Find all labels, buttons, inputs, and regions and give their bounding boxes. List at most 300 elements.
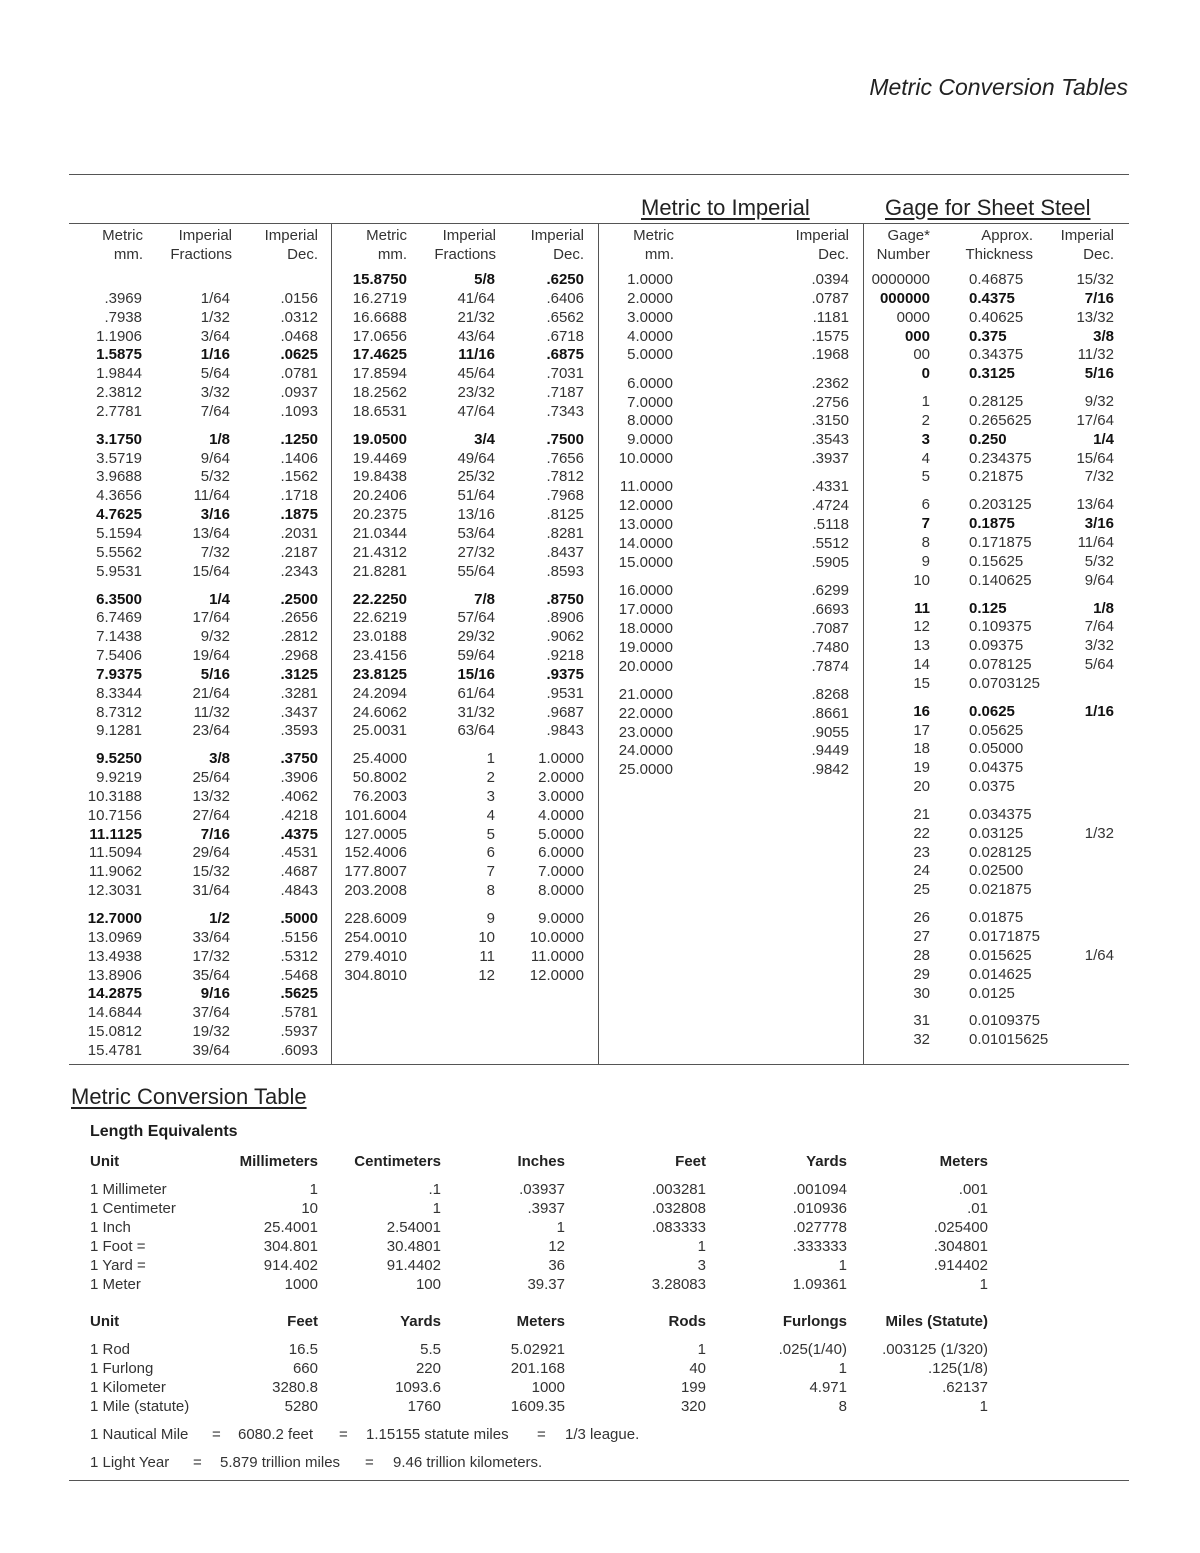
gage-thickness-cell: 0.3125 xyxy=(969,365,1015,383)
row-gap xyxy=(1054,900,1114,909)
gage-number-cell: 12 xyxy=(913,618,930,636)
gage-thickness-cell: 0.21875 xyxy=(969,468,1024,486)
gage-fraction-cell xyxy=(1054,1031,1114,1050)
metric-mm-cell: 2.0000 xyxy=(627,289,673,307)
row-gap xyxy=(1054,1003,1114,1012)
length-cell: .027778 xyxy=(792,1218,847,1236)
imperial-fraction-cell: 3/32 xyxy=(200,384,230,402)
row-gap xyxy=(505,741,584,750)
imperial-decimal-cell: .9843 xyxy=(546,722,584,740)
imperial-fraction-cell: 25/32 xyxy=(457,468,495,486)
metric-mm-cell: 14.0000 xyxy=(618,534,673,552)
row-gap xyxy=(330,741,407,750)
gage-number-cell: 24 xyxy=(913,862,930,880)
imperial-decimal-cell: .8661 xyxy=(811,704,849,722)
gage-fraction-cell xyxy=(1054,844,1114,863)
length-header-cell: Rods xyxy=(668,1313,706,1330)
metric-mm-cell: 17.4625 xyxy=(352,346,407,364)
imperial-fraction-cell: 49/64 xyxy=(457,449,495,467)
length-cell: 1 Kilometer xyxy=(90,1378,166,1396)
imperial-fraction-cell: 37/64 xyxy=(192,1004,230,1022)
row-gap xyxy=(250,422,318,431)
note-part: 6080.2 feet xyxy=(238,1426,314,1443)
metric-mm-cell: 25.4000 xyxy=(352,750,407,768)
length-cell: 1 Furlong xyxy=(90,1359,154,1377)
imperial-decimal-cell: .2756 xyxy=(811,393,849,411)
length-header-cell: Feet xyxy=(675,1153,706,1170)
divider-2 xyxy=(598,224,599,1064)
note-part: = xyxy=(365,1454,374,1471)
header-imperial-dec-2: Imperial Dec. xyxy=(530,227,584,263)
row-gap xyxy=(420,901,495,910)
imperial-fraction-cell: 10 xyxy=(478,928,495,946)
imperial-fraction-cell: 7 xyxy=(486,863,495,881)
imperial-decimal-cell: 3.0000 xyxy=(538,787,584,805)
imperial-fraction-cell: 11/64 xyxy=(193,487,230,505)
header-imperial-fractions-2: Imperial Fractions xyxy=(434,227,496,263)
note-part: = xyxy=(339,1426,348,1443)
imperial-decimal-cell: .9531 xyxy=(546,684,584,702)
gage-number-cell: 0 xyxy=(921,365,930,383)
gage-fraction-cell: 11/64 xyxy=(1077,533,1114,551)
imperial-decimal-cell: .6299 xyxy=(811,582,849,600)
imperial-decimal-cell: .0156 xyxy=(280,289,318,307)
gage-fraction-cell xyxy=(1054,1012,1114,1031)
length-cell: 1000 xyxy=(531,1378,565,1396)
tables-bottom-rule xyxy=(69,1064,1129,1065)
length-cell: 5.02921 xyxy=(510,1341,565,1358)
imperial-fraction-cell: 17/64 xyxy=(192,609,230,627)
imperial-decimal-cell: .8281 xyxy=(546,524,584,542)
length-cell: .304801 xyxy=(933,1237,988,1255)
m2i-decimal-column xyxy=(760,271,849,780)
t1-metric-column xyxy=(70,271,142,1061)
gage-number-cell: 15 xyxy=(913,674,930,692)
t2-fraction-column xyxy=(420,271,495,985)
imperial-decimal-cell: .4062 xyxy=(280,787,318,805)
imperial-decimal-cell: .4331 xyxy=(811,478,849,496)
imperial-fraction-cell: 11/16 xyxy=(458,346,495,364)
length-cell: 914.402 xyxy=(263,1256,318,1274)
length-cell: .3937 xyxy=(527,1199,565,1217)
row-gap xyxy=(150,582,230,591)
metric-mm-cell: 13.0000 xyxy=(618,516,673,534)
imperial-fraction-cell: 5/64 xyxy=(200,365,230,383)
header-metric-mm-2: Metric mm. xyxy=(366,227,407,263)
imperial-fraction-cell: 1 xyxy=(486,750,495,768)
imperial-fraction-cell: 45/64 xyxy=(457,365,495,383)
length-cell: 2.54001 xyxy=(386,1218,441,1236)
imperial-decimal-cell: .2343 xyxy=(280,562,318,580)
gage-fraction-cell: 1/8 xyxy=(1093,599,1114,617)
length-cell: .025(1/40) xyxy=(778,1341,847,1358)
metric-mm-cell: 15.0812 xyxy=(87,1023,142,1041)
imperial-decimal-cell: .3750 xyxy=(280,750,318,768)
length-cell: 3 xyxy=(697,1256,706,1274)
imperial-decimal-cell: .8125 xyxy=(546,506,584,524)
length-header-cell: Unit xyxy=(90,1313,120,1330)
imperial-fraction-cell: 6 xyxy=(486,844,495,862)
metric-mm-cell: 11.5094 xyxy=(88,844,142,862)
imperial-decimal-cell: .9375 xyxy=(546,665,584,683)
gage-thickness-cell: 0.1875 xyxy=(969,515,1015,533)
gage-thickness-cell: 0.15625 xyxy=(969,552,1024,570)
gage-fraction-cell xyxy=(1054,928,1114,947)
row-gap xyxy=(600,676,673,686)
row-gap xyxy=(862,1003,930,1012)
gage-thickness-cell: 0.0625 xyxy=(969,702,1015,720)
imperial-decimal-cell: .6718 xyxy=(546,327,584,345)
gage-fraction-cell xyxy=(1054,778,1114,797)
gage-thickness-cell: 0.078125 xyxy=(969,656,1032,674)
imperial-decimal-cell: .0312 xyxy=(280,308,318,326)
gage-fraction-cell: 15/64 xyxy=(1076,449,1114,467)
gage-thickness-cell: 0.28125 xyxy=(969,393,1024,411)
row-gap xyxy=(150,901,230,910)
row-gap xyxy=(330,901,407,910)
metric-mm-cell: 9.5250 xyxy=(96,750,142,768)
row-gap xyxy=(330,422,407,431)
length-cell: .003281 xyxy=(651,1181,706,1198)
gage-thickness-cell: 0.01015625 xyxy=(969,1031,1049,1049)
length-cell: 1 Meter xyxy=(90,1275,141,1293)
gage-fraction-cell: 17/64 xyxy=(1076,411,1114,429)
imperial-fraction-cell: 29/64 xyxy=(192,844,230,862)
gage-number-cell: 32 xyxy=(913,1031,930,1049)
length-cell: 1 Foot = xyxy=(90,1237,146,1255)
length-cell: 1 Millimeter xyxy=(90,1181,167,1198)
metric-mm-cell: 279.4010 xyxy=(344,947,407,965)
gage-thickness-cell: 0.01875 xyxy=(969,909,1024,927)
length-cell: 1 xyxy=(432,1199,441,1217)
gage-number-cell: 8 xyxy=(921,533,930,551)
imperial-fraction-cell: 1/64 xyxy=(200,289,230,307)
length-cell: 39.37 xyxy=(527,1275,565,1293)
gage-fraction-cell: 1/32 xyxy=(1084,824,1114,842)
gage-number-cell: 14 xyxy=(913,656,930,674)
imperial-fraction-cell: 57/64 xyxy=(457,609,495,627)
imperial-fraction-cell: 47/64 xyxy=(457,402,495,420)
gage-number-cell: 22 xyxy=(913,824,930,842)
gage-number-cell: 000 xyxy=(904,327,930,345)
metric-mm-cell: 5.1594 xyxy=(96,524,142,542)
gage-thickness-cell: 0.4375 xyxy=(969,289,1015,307)
metric-mm-cell: 21.4312 xyxy=(352,543,407,561)
metric-mm-cell: 16.0000 xyxy=(618,582,673,600)
gage-fraction-cell: 7/16 xyxy=(1084,289,1114,307)
header-imperial-fractions-1: Imperial Fractions xyxy=(170,227,232,263)
gage-fraction-cell xyxy=(1054,722,1114,741)
metric-mm-cell: 4.7625 xyxy=(96,506,142,524)
imperial-decimal-cell: .3150 xyxy=(811,412,849,430)
metric-mm-cell: 7.1438 xyxy=(96,628,142,646)
imperial-fraction-cell: 39/64 xyxy=(192,1041,230,1059)
imperial-fraction-cell: 13/64 xyxy=(192,524,230,542)
imperial-fraction-cell: 3/16 xyxy=(200,506,230,524)
metric-mm-cell: 25.0031 xyxy=(352,722,407,740)
imperial-fraction-cell: 55/64 xyxy=(457,562,495,580)
imperial-decimal-cell: .9062 xyxy=(546,628,584,646)
row-gap xyxy=(862,591,930,600)
gage-fraction-cell xyxy=(1054,759,1114,778)
gage-fraction-cell: 5/64 xyxy=(1084,656,1114,674)
imperial-fraction-cell: 1/16 xyxy=(200,346,230,364)
length-header-cell: Centimeters xyxy=(354,1153,441,1170)
gage-number-cell: 0000000 xyxy=(871,271,930,288)
gage-number-cell: 29 xyxy=(913,965,930,983)
metric-mm-cell: 1.5875 xyxy=(96,346,142,364)
gage-thickness-cell: 0.203125 xyxy=(969,496,1032,514)
t1-fraction-column xyxy=(150,271,230,1061)
metric-mm-cell: 18.0000 xyxy=(618,619,673,637)
gage-fraction-cell: 7/32 xyxy=(1084,468,1114,486)
imperial-fraction-cell: 43/64 xyxy=(457,327,495,345)
imperial-fraction-cell: 5 xyxy=(486,825,495,843)
gage-thickness-cell: 0.250 xyxy=(969,430,1007,448)
gage-thickness-cell: 0.109375 xyxy=(969,618,1032,636)
imperial-fraction-cell: 1/2 xyxy=(209,910,230,927)
row-gap xyxy=(760,469,849,479)
imperial-fraction-cell: 1/32 xyxy=(200,308,230,326)
metric-mm-cell: 1.9844 xyxy=(96,365,142,383)
length-header-cell: Millimeters xyxy=(239,1153,318,1170)
length-header-cell: Yards xyxy=(400,1313,441,1330)
imperial-decimal-cell: .3437 xyxy=(280,703,318,721)
imperial-decimal-cell: .1718 xyxy=(280,487,318,505)
gage-number-cell: 000000 xyxy=(879,289,930,307)
imperial-decimal-cell: .8268 xyxy=(811,685,849,703)
imperial-decimal-cell: .5937 xyxy=(280,1023,318,1041)
row-gap xyxy=(1054,797,1114,806)
light-year-note xyxy=(0,1454,1200,1474)
row-gap xyxy=(420,582,495,591)
length-cell: .333333 xyxy=(792,1237,847,1255)
length-cell: 1 Mile (statute) xyxy=(90,1397,190,1415)
gage-number-cell: 18 xyxy=(913,740,930,758)
metric-mm-cell: 228.6009 xyxy=(344,910,407,927)
imperial-decimal-cell: .0468 xyxy=(280,327,318,345)
row-gap xyxy=(505,422,584,431)
metric-mm-cell: 23.4156 xyxy=(352,647,407,665)
gage-number-cell: 26 xyxy=(913,909,930,927)
gage-number-cell: 9 xyxy=(921,552,930,570)
length-cell: 1.09361 xyxy=(792,1275,847,1293)
imperial-fraction-cell xyxy=(150,271,230,290)
length-cell: 3.28083 xyxy=(651,1275,706,1293)
metric-mm-cell: 8.0000 xyxy=(627,412,673,430)
row-gap xyxy=(760,676,849,686)
metric-mm-cell: 10.3188 xyxy=(87,787,142,805)
metric-mm-cell: 16.2719 xyxy=(352,289,407,307)
length-cell: 25.4001 xyxy=(263,1218,318,1236)
gage-thickness-cell: 0.0109375 xyxy=(969,1012,1040,1030)
length-cell: 40 xyxy=(689,1359,706,1377)
imperial-decimal-cell: .4218 xyxy=(280,806,318,824)
metric-mm-cell: 18.6531 xyxy=(352,402,407,420)
gage-fraction-cell xyxy=(1054,985,1114,1004)
imperial-decimal-cell: .1575 xyxy=(811,327,849,345)
imperial-fraction-cell: 23/64 xyxy=(192,722,230,740)
metric-mm-cell: 13.0969 xyxy=(87,928,142,946)
imperial-decimal-cell: .3593 xyxy=(280,722,318,740)
metric-mm-cell: 7.0000 xyxy=(627,393,673,411)
metric-mm-cell: 12.3031 xyxy=(87,882,142,900)
metric-mm-cell: 11.0000 xyxy=(619,478,673,496)
row-gap xyxy=(600,573,673,583)
imperial-fraction-cell: 17/32 xyxy=(192,947,230,965)
metric-mm-cell: 17.0656 xyxy=(352,327,407,345)
metric-mm-cell: 3.1750 xyxy=(96,430,142,448)
imperial-fraction-cell: 63/64 xyxy=(457,722,495,740)
metric-mm-cell: 177.8007 xyxy=(344,863,407,881)
gage-number-cell: 1 xyxy=(921,393,930,411)
length-cell: 3280.8 xyxy=(272,1378,318,1396)
imperial-decimal-cell: .2812 xyxy=(280,628,318,646)
imperial-decimal-cell: .5625 xyxy=(280,985,318,1003)
row-gap xyxy=(600,365,673,375)
imperial-decimal-cell: .0787 xyxy=(811,289,849,307)
imperial-decimal-cell: .3543 xyxy=(811,431,849,449)
gage-fraction-cell xyxy=(1054,740,1114,759)
length-cell: .083333 xyxy=(651,1218,706,1236)
imperial-decimal-cell: .5905 xyxy=(811,553,849,571)
metric-mm-cell: 21.0000 xyxy=(618,685,673,703)
imperial-decimal-cell: .6875 xyxy=(546,346,584,364)
gage-fraction-cell xyxy=(1054,909,1114,928)
imperial-decimal-cell: 9.0000 xyxy=(538,910,584,927)
metric-mm-cell: 23.8125 xyxy=(352,665,407,683)
gage-thickness-cell: 0.015625 xyxy=(969,946,1032,964)
row-gap xyxy=(1054,384,1114,393)
metric-mm-cell: 12.7000 xyxy=(87,910,142,927)
length-cell: 1 xyxy=(838,1256,847,1274)
gage-fraction-cell: 13/64 xyxy=(1076,496,1114,514)
imperial-decimal-cell: .9449 xyxy=(811,742,849,760)
metric-mm-cell: 9.0000 xyxy=(627,431,673,449)
length-cell: .01 xyxy=(967,1199,988,1217)
imperial-fraction-cell: 29/32 xyxy=(457,628,495,646)
imperial-decimal-cell: .2187 xyxy=(280,543,318,561)
metric-mm-cell: 50.8002 xyxy=(352,769,407,787)
length-cell: .62137 xyxy=(942,1378,988,1396)
length-cell: 201.168 xyxy=(510,1359,565,1377)
gage-fraction-cell: 9/64 xyxy=(1084,571,1114,589)
metric-mm-cell: 203.2008 xyxy=(344,882,407,900)
imperial-fraction-cell: 13/32 xyxy=(192,787,230,805)
length-cell: 36 xyxy=(548,1256,565,1274)
imperial-fraction-cell: 15/32 xyxy=(192,863,230,881)
imperial-fraction-cell: 3/8 xyxy=(209,750,230,768)
imperial-decimal-cell: .7187 xyxy=(546,384,584,402)
imperial-decimal-cell: .7656 xyxy=(546,449,584,467)
gage-fraction-cell xyxy=(1054,862,1114,881)
length-cell: 1 xyxy=(309,1181,318,1198)
imperial-decimal-cell: 1.0000 xyxy=(538,750,584,768)
imperial-decimal-cell: .6693 xyxy=(811,601,849,618)
gage-number-cell: 25 xyxy=(913,881,930,899)
length-cell: .03937 xyxy=(519,1181,565,1198)
gage-thickness-cell: 0.234375 xyxy=(969,449,1032,467)
gage-thickness-cell: 0.125 xyxy=(969,599,1007,617)
length-header-cell: Meters xyxy=(516,1313,565,1330)
length-cell: 10 xyxy=(301,1199,318,1217)
imperial-decimal-cell: .4843 xyxy=(280,882,318,900)
imperial-decimal-cell: .7031 xyxy=(546,365,584,383)
imperial-decimal-cell: .5312 xyxy=(280,947,318,965)
imperial-fraction-cell: 21/32 xyxy=(457,308,495,326)
imperial-fraction-cell: 7/16 xyxy=(200,825,230,843)
gage-fraction-cell: 3/8 xyxy=(1093,327,1114,345)
gage-thickness-cell: 0.02500 xyxy=(969,862,1024,880)
metric-mm-cell: 17.0000 xyxy=(618,601,673,618)
metric-mm-cell: 8.7312 xyxy=(96,703,142,721)
imperial-decimal-cell: .5000 xyxy=(280,910,318,927)
imperial-decimal-cell: .6093 xyxy=(280,1041,318,1059)
imperial-decimal-cell: .6406 xyxy=(546,289,584,307)
gage-fraction-cell: 15/32 xyxy=(1076,271,1114,288)
imperial-fraction-cell: 9/16 xyxy=(200,985,230,1003)
gage-number-column xyxy=(862,271,930,1050)
metric-mm-cell: 3.0000 xyxy=(627,308,673,326)
length-header-cell: Yards xyxy=(806,1153,847,1170)
imperial-fraction-cell: 33/64 xyxy=(192,928,230,946)
metric-mm-cell: 8.3344 xyxy=(96,684,142,702)
gage-thickness-cell: 0.46875 xyxy=(969,271,1024,288)
row-gap xyxy=(505,901,584,910)
note-part: 5.879 trillion miles xyxy=(220,1454,341,1471)
row-gap xyxy=(150,741,230,750)
length-cell: 1609.35 xyxy=(510,1397,565,1415)
metric-mm-cell: 23.0000 xyxy=(618,723,673,741)
metric-mm-cell: 15.4781 xyxy=(87,1041,142,1059)
length-cell: 5280 xyxy=(284,1397,318,1415)
imperial-fraction-cell: 35/64 xyxy=(192,966,230,984)
imperial-fraction-cell: 51/64 xyxy=(457,487,495,505)
imperial-decimal-cell: .1968 xyxy=(811,346,849,364)
imperial-fraction-cell: 1/4 xyxy=(209,590,230,608)
gage-thickness-cell: 0.09375 xyxy=(969,637,1024,655)
metric-mm-cell: 14.6844 xyxy=(87,1004,142,1022)
imperial-fraction-cell: 5/8 xyxy=(474,271,495,288)
gage-fraction-cell: 7/64 xyxy=(1084,618,1114,636)
nautical-mile-note xyxy=(0,1426,1200,1446)
header-imperial-dec-4: Imperial Dec. xyxy=(1060,227,1114,263)
row-gap xyxy=(330,582,407,591)
metric-mm-cell: 5.5562 xyxy=(96,543,142,561)
row-gap xyxy=(862,694,930,703)
imperial-decimal-cell: .3125 xyxy=(280,665,318,683)
imperial-fraction-cell: 27/32 xyxy=(457,543,495,561)
imperial-fraction-cell: 27/64 xyxy=(192,806,230,824)
gage-number-cell: 4 xyxy=(921,449,930,467)
gage-number-cell: 5 xyxy=(921,468,930,486)
imperial-decimal-cell: .2500 xyxy=(280,590,318,608)
imperial-decimal-cell: .7500 xyxy=(546,430,584,448)
metric-mm-cell: 9.9219 xyxy=(96,769,142,787)
metric-mm-cell: 9.1281 xyxy=(96,722,142,740)
metric-mm-cell: 4.3656 xyxy=(96,487,142,505)
gage-fraction-cell: 11/32 xyxy=(1077,346,1114,364)
metric-mm-cell: 19.0500 xyxy=(352,430,407,448)
length-cell: 5.5 xyxy=(420,1341,441,1358)
gage-thickness-cell: 0.05000 xyxy=(969,740,1024,758)
gage-thickness-cell: 0.028125 xyxy=(969,843,1032,861)
gage-number-cell: 0000 xyxy=(896,308,930,326)
imperial-decimal-cell: .4375 xyxy=(280,825,318,843)
row-gap xyxy=(760,365,849,375)
imperial-decimal-cell: .9218 xyxy=(546,647,584,665)
row-gap xyxy=(250,741,318,750)
